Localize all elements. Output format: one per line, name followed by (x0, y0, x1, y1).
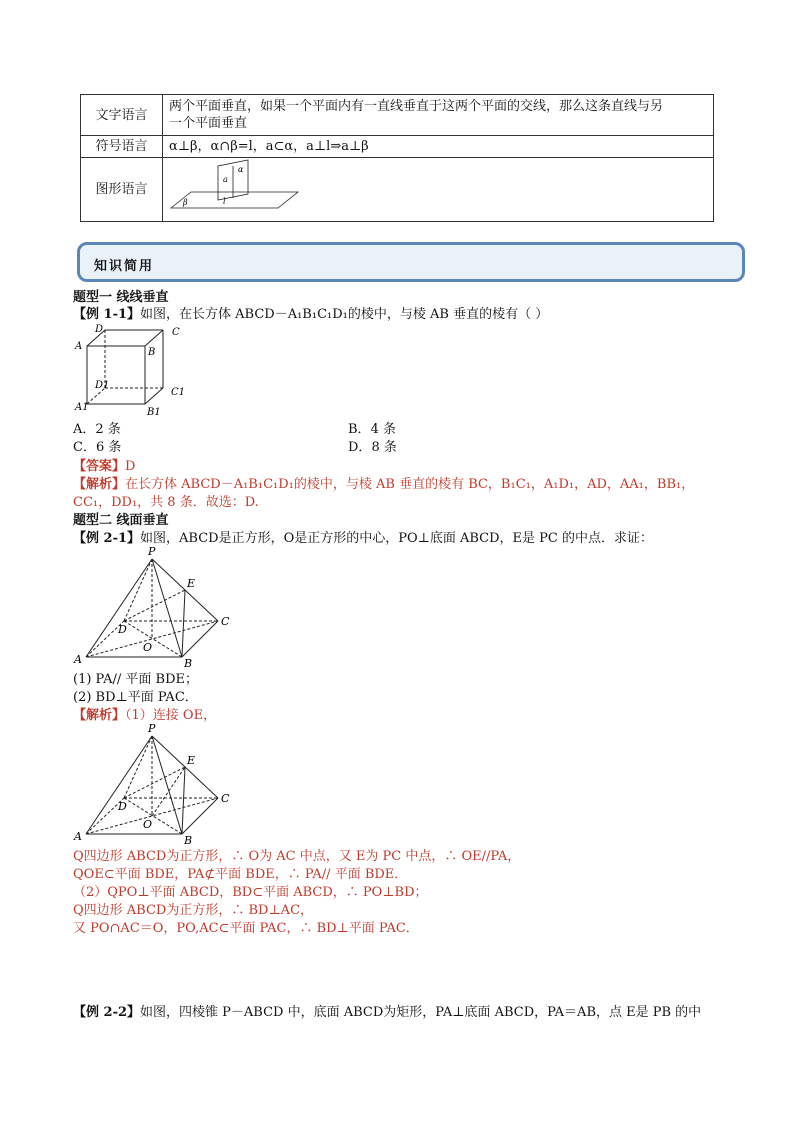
vertex-A: A (74, 653, 82, 666)
analysis-tag: 【解析】 (73, 477, 126, 492)
vertex-C1: C1 (171, 387, 186, 398)
vertex-D: D (118, 623, 127, 636)
solution-line: Q四边形 ABCD为正方形，∴ BD⊥AC， (73, 903, 314, 918)
answer-tag: 【答案】 (73, 459, 126, 474)
pyramid-figure-2 (70, 722, 240, 847)
row-content: α⊥β，α∩β=l，a⊂α，a⊥l⇒a⊥β (163, 136, 714, 158)
table-row (81, 95, 714, 136)
example-tag: 【例 2-1】 (73, 531, 141, 546)
row-label: 符号语言 (81, 136, 163, 158)
vertex-C: C (221, 615, 230, 628)
option-d: D．8 条 (348, 440, 397, 455)
example-tag: 【例 1-1】 (73, 307, 141, 322)
pyramid-figure-1 (70, 545, 240, 670)
vertex-C: C (221, 792, 230, 805)
cuboid-figure (73, 322, 193, 420)
property-table (80, 94, 714, 222)
l-label: l (223, 197, 226, 206)
vertex-B: B (184, 834, 193, 847)
question-text: 如图，ABCD是正方形，O是正方形的中心，PO⊥底面 ABCD，E是 PC 的中点．求证： (140, 531, 653, 546)
option-b: B．4 条 (348, 422, 396, 437)
answer-line (73, 458, 135, 475)
vertex-A: A (75, 341, 83, 352)
option-a: A．2 条 (73, 422, 121, 437)
row-label: 文字语言 (81, 95, 163, 136)
vertex-O: O (143, 818, 153, 831)
vertex-A1: A1 (75, 402, 89, 413)
example-1-1 (73, 306, 548, 323)
vertex-C: C (172, 327, 180, 338)
analysis-line: 【解析】在长方体 ABCD－A₁B₁C₁D₁的棱中，与棱 AB 垂直的棱有 BC，B₁C₁，A₁D₁，AD，AA₁，BB₁， (73, 477, 695, 492)
question-text: 如图，四棱锥 P－ABCD 中，底面 ABCD为矩形，PA⊥底面 ABCD，PA＝AB，点 E是 PB 的中 (140, 1005, 702, 1020)
analysis-line: CC₁，DD₁，共 8 条．故选：D. (73, 495, 259, 510)
vertex-B1: B1 (147, 407, 161, 418)
analysis-tag: 【解析】 (73, 708, 126, 723)
row-label: 图形语言 (81, 158, 163, 222)
example-tag: 【例 2-2】 (73, 1005, 141, 1020)
a-label: a (223, 175, 228, 184)
option-c: C．6 条 (73, 440, 122, 455)
vertex-P: P (148, 722, 156, 735)
beta-label: β (183, 198, 188, 207)
table-row (81, 136, 714, 158)
banner-title: 知识简用 (94, 259, 155, 274)
vertex-B: B (184, 657, 193, 670)
row-content (163, 158, 714, 222)
alpha-label: α (238, 165, 244, 174)
perpendicular-planes-figure (163, 158, 313, 216)
vertex-D1: D1 (95, 380, 110, 391)
solution-line: （2）QPO⊥平面 ABCD，BD⊂平面 ABCD，∴ PO⊥BD； (73, 885, 428, 900)
row-text: 一个平面垂直 (169, 116, 248, 131)
section-banner (77, 242, 745, 282)
vertex-P: P (148, 545, 156, 558)
type2-heading: 题型二 线面垂直 (73, 513, 169, 528)
row-text: 两个平面垂直，如果一个平面内有一直线垂直于这两个平面的交线，那么这条直线与另 (169, 99, 664, 114)
vertex-E: E (187, 754, 196, 767)
question-text: 如图，在长方体 ABCD－A₁B₁C₁D₁的棱中，与棱 AB 垂直的棱有（ ） (140, 307, 549, 322)
vertex-D: D (118, 800, 127, 813)
analysis-line: 【解析】（1）连接 OE， (73, 708, 217, 723)
row-content (163, 95, 714, 136)
proof-item: (2) BD⊥平面 PAC． (73, 690, 198, 705)
vertex-E: E (187, 577, 196, 590)
type1-heading: 题型一 线线垂直 (73, 290, 169, 305)
vertex-B: B (148, 347, 156, 358)
proof-item: (1) PA// 平面 BDE； (73, 672, 198, 687)
example-2-2 (73, 1004, 701, 1021)
solution-line: 又 PO∩AC＝O，PO,AC⊂平面 PAC，∴ BD⊥平面 PAC． (73, 921, 419, 936)
vertex-A: A (74, 830, 82, 843)
vertex-O: O (143, 641, 153, 654)
solution-line: QOE⊂平面 BDE，PA⊄平面 BDE，∴ PA// 平面 BDE． (73, 867, 408, 882)
answer-value: D (125, 459, 136, 474)
table-row (81, 158, 714, 222)
solution-line: Q四边形 ABCD为正方形，∴ O为 AC 中点，又 E为 PC 中点，∴ OE//PA， (73, 849, 521, 864)
vertex-D: D (95, 324, 104, 335)
